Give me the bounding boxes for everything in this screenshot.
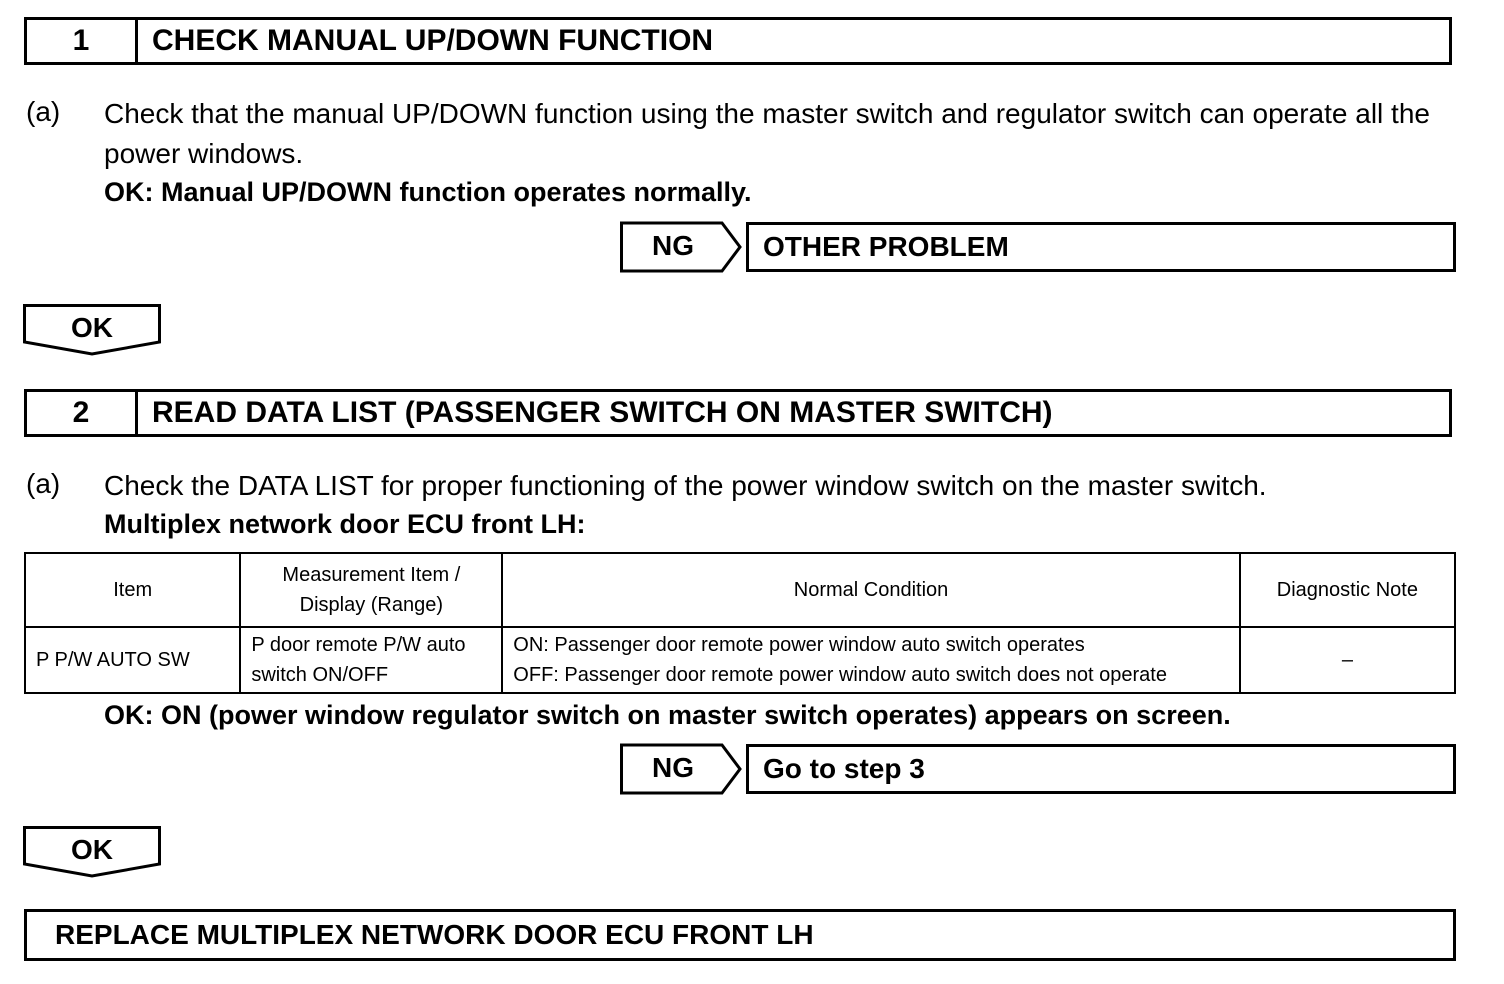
header-diagnostic-note: Diagnostic Note: [1240, 553, 1455, 627]
step-1-ng-result: OTHER PROBLEM: [746, 222, 1456, 272]
cell-item: P P/W AUTO SW: [25, 627, 240, 693]
step-1-number: 1: [27, 20, 138, 62]
step-1-ok-label: OK: [71, 312, 113, 343]
cell-normal-condition: [502, 627, 1239, 693]
step-2-title: READ DATA LIST (PASSENGER SWITCH ON MASTER SWITCH): [152, 396, 1053, 429]
header-measurement: [240, 553, 502, 627]
step-2-header: [24, 389, 1452, 437]
step-2-para-text: Check the DATA LIST for proper functioning of the power window switch on the master switch.: [104, 470, 1267, 501]
step-1-title: CHECK MANUAL UP/DOWN FUNCTION: [152, 24, 714, 57]
step-1-header: [24, 17, 1452, 65]
step-1-para-label: (a): [26, 96, 61, 127]
data-list-table: [24, 552, 1456, 694]
step-2-ng-label: NG: [652, 752, 694, 783]
step-1-para-text: Check that the manual UP/DOWN function using the master switch and regulator switch can operate all the power windows.: [104, 98, 1430, 169]
header-measurement-line2: Display (Range): [299, 594, 444, 616]
cell-measurement-line1: P door remote P/W auto: [251, 634, 466, 656]
step-2-ng-result: Go to step 3: [746, 744, 1456, 794]
table-header-row: [25, 553, 1455, 627]
final-action-box: REPLACE MULTIPLEX NETWORK DOOR ECU FRONT LH: [24, 909, 1456, 961]
header-measurement-line1: Measurement Item /: [282, 564, 461, 586]
step-2-number: 2: [27, 392, 138, 434]
table-row: [25, 627, 1455, 693]
step-2-para-label: (a): [26, 468, 61, 499]
header-item: Item: [25, 553, 240, 627]
cell-normal-line1: ON: Passenger door remote power window auto switch operates: [513, 634, 1085, 656]
step-2-ok-statement: OK: ON (power window regulator switch on master switch operates) appears on screen.: [104, 700, 1231, 730]
cell-diagnostic-note: –: [1240, 627, 1455, 693]
header-normal-condition: Normal Condition: [502, 553, 1239, 627]
cell-normal-line2: OFF: Passenger door remote power window auto switch does not operate: [513, 664, 1167, 686]
step-1-ng-label: NG: [652, 230, 694, 261]
cell-measurement: [240, 627, 502, 693]
step-1-ok-statement: OK: Manual UP/DOWN function operates normally.: [104, 177, 752, 207]
step-2-subheading: Multiplex network door ECU front LH:: [104, 509, 586, 539]
cell-measurement-line2: switch ON/OFF: [251, 664, 389, 686]
step-2-ok-label: OK: [71, 834, 113, 865]
